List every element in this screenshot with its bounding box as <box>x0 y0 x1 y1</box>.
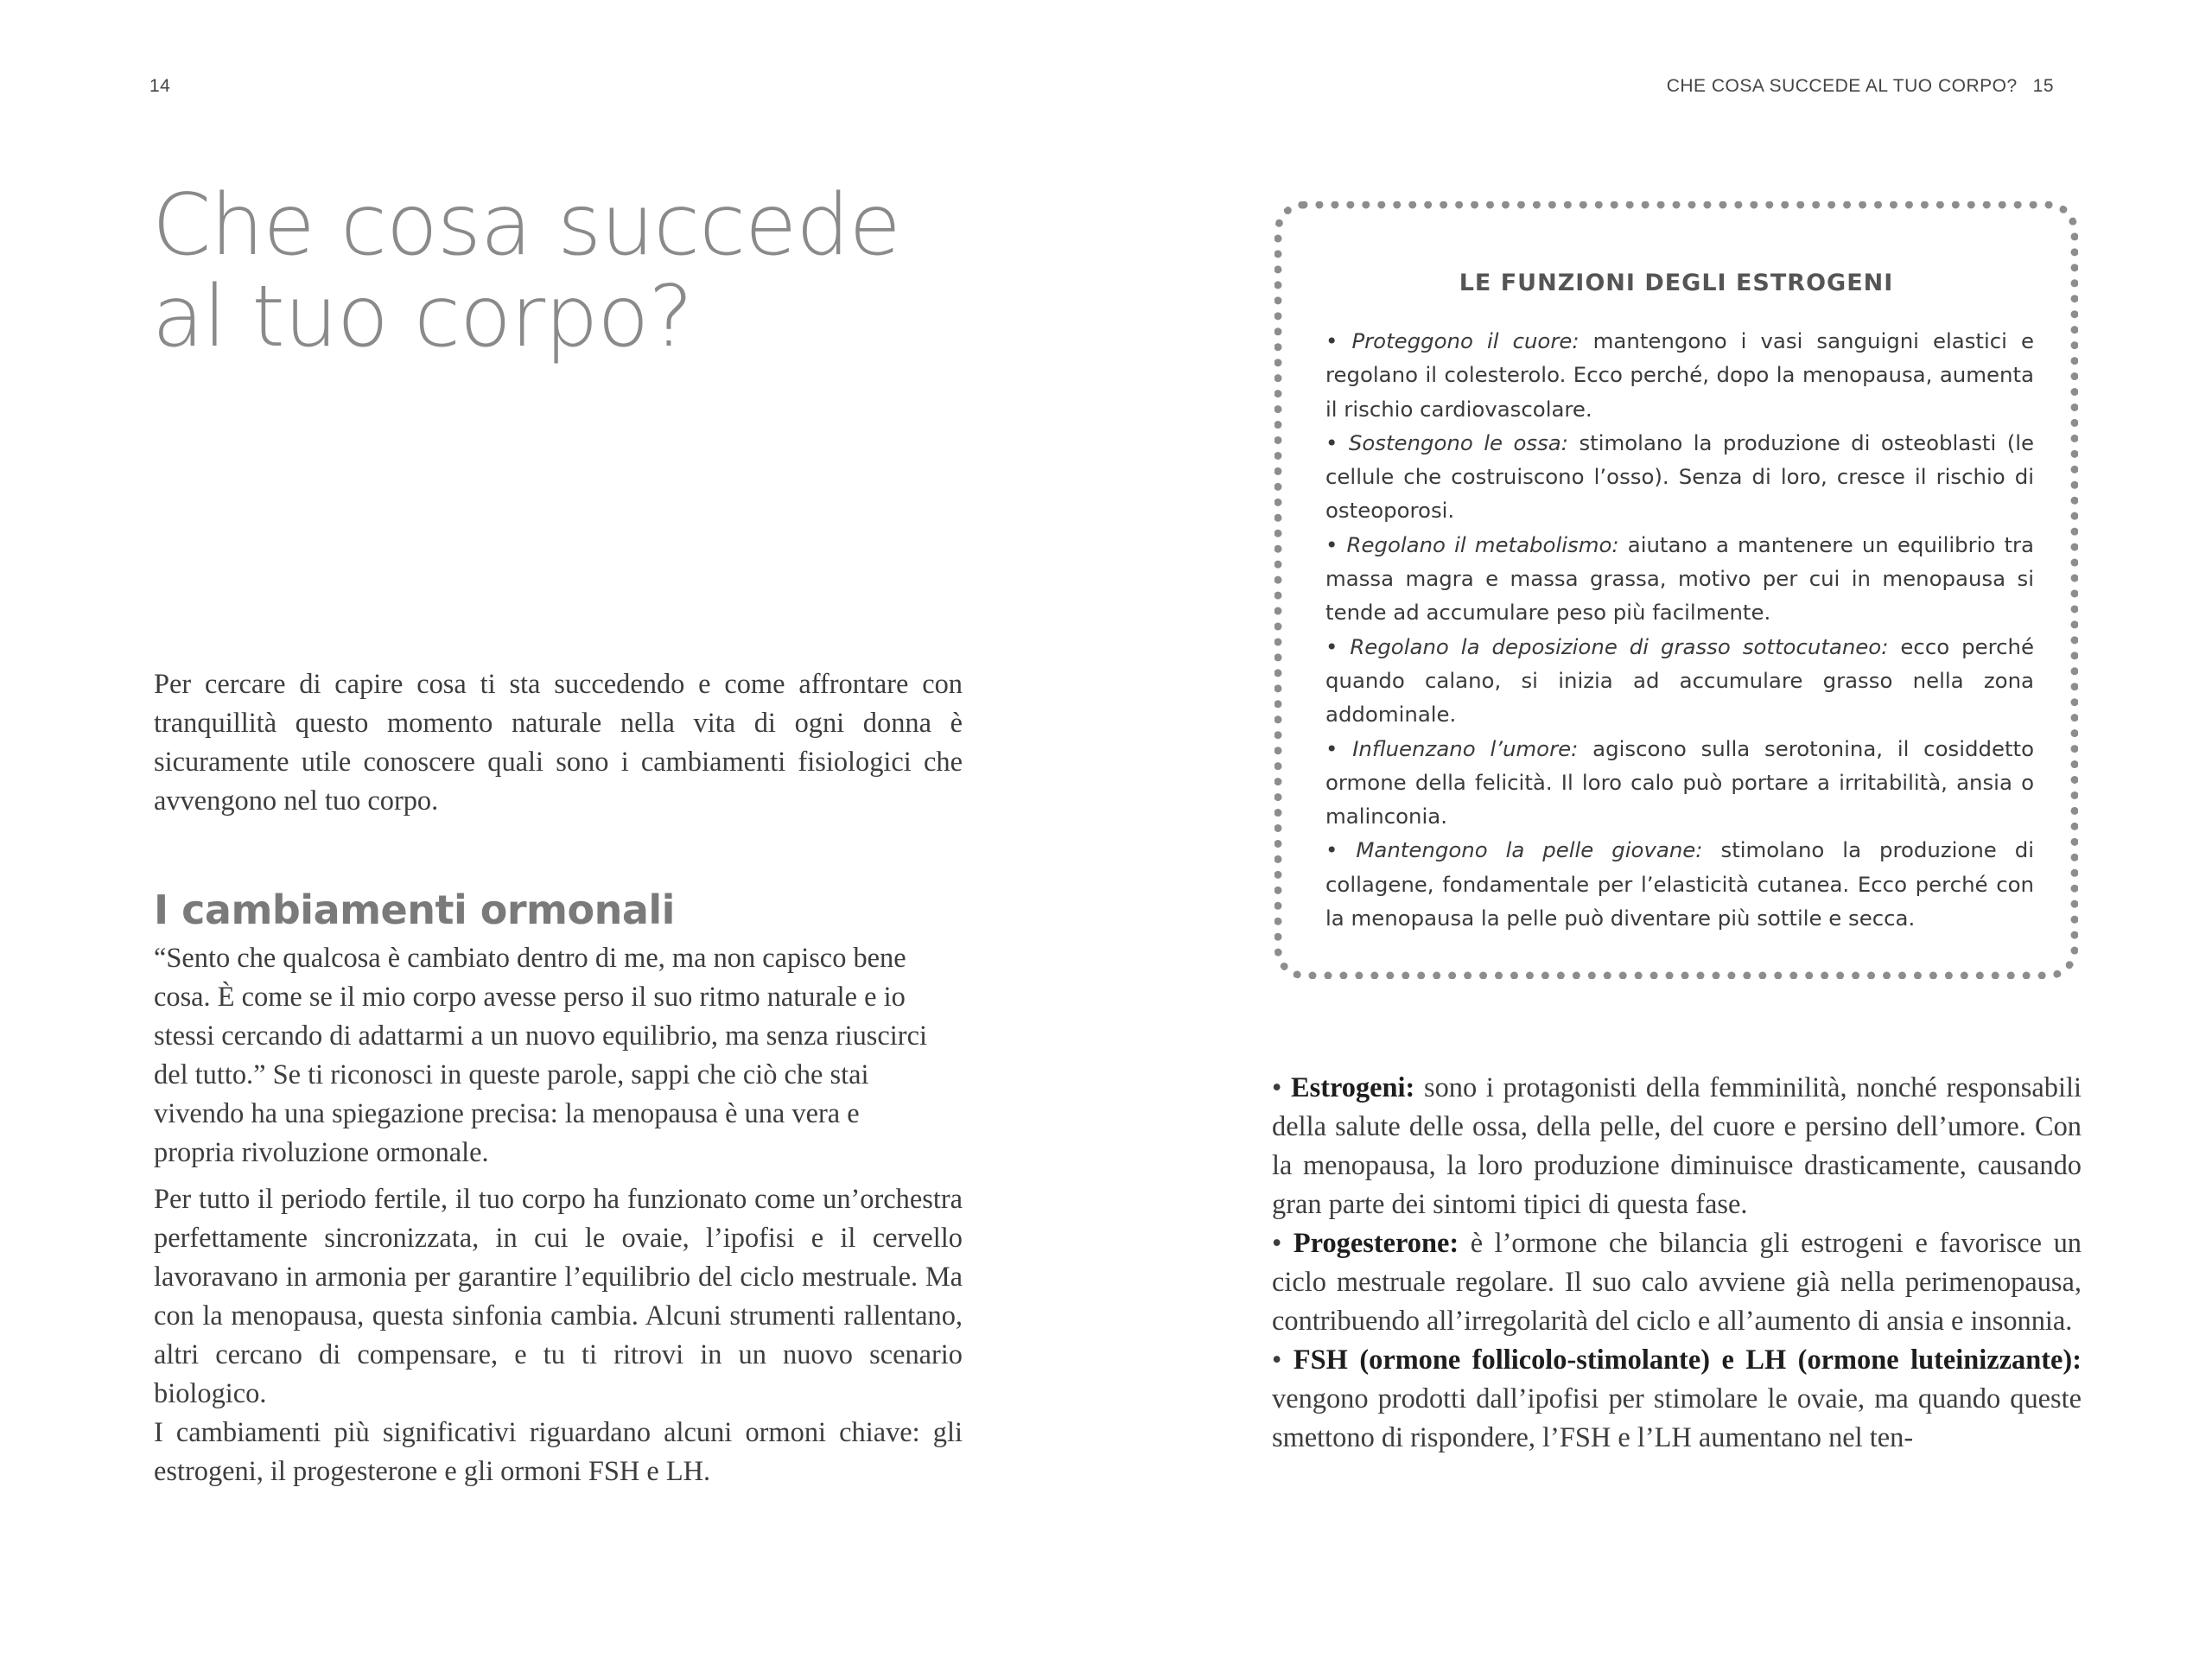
hormone-term: Estrogeni: <box>1290 1072 1415 1103</box>
page-number-right: 15 <box>2032 76 2054 96</box>
box-list-item: • Sostengono le ossa: stimolano la produzione di osteoblasti (le cellule che costruiscono l’osso). Senza di loro, cresce il rischio di osteoporosi. <box>1325 429 2035 524</box>
chapter-title-line-2: al tuo corpo? <box>152 268 693 366</box>
box-item-lead: Mantengono la pelle giovane: <box>1356 837 1703 863</box>
hormone-paragraph: • Estrogeni: sono i protagonisti della femminilità, nonché responsabili della salute delle ossa, della pelle, del cuore e persino dell’umore. Con la menopausa, la loro produzione diminuisce drasticamente, causando gran parte dei sintomi tipici di questa fase. <box>1272 1072 2082 1220</box>
hormone-text: è l’ormone che bilancia gli estrogeni e favorisce un ciclo mestruale regolare. Il suo calo avviene già nella perimenopausa, contribuendo all’irregolarità del ciclo e all’aumento di ansia e insonnia. <box>1272 1228 2082 1337</box>
box-item-lead: Influenzano l’umore: <box>1352 735 1579 761</box>
box-list-item: • Regolano il metabolismo: aiutano a mantenere un equilibrio tra massa magra e massa grassa, motivo per cui in menopausa si tende ad accumulare peso più facilmente. <box>1325 531 2035 626</box>
running-head-title: CHE COSA SUCCEDE AL TUO CORPO? <box>1666 76 2018 96</box>
body-paragraph-orchestra: Per tutto il periodo fertile, il tuo corpo ha funzionato come un’orchestra perfettamente sincronizzata, in cui le ovaie, l’ipofisi e il cervello lavoravano in armonia per garantire l’equilibrio del ciclo mestruale. Ma con la menopausa, questa sinfonia cambia. Alcuni strumenti rallentano, altri cercano di compensare, e tu ti ritrovi in un nuovo scenario biologico. <box>154 1184 963 1409</box>
box-title: LE FUNZIONI DEGLI ESTROGENI <box>1459 270 1894 296</box>
box-list-item: • Regolano la deposizione di grasso sottocutaneo: ecco perché quando calano, si inizia ad accumulare grasso nella zona addominale. <box>1325 633 2034 728</box>
chapter-title-line-1: Che cosa succede <box>152 176 900 275</box>
box-item-text: stimolano la produzione di osteoblasti (le cellule che costruiscono l’osso). Senza di loro, cresce il rischio di osteoporosi. <box>1325 429 2035 524</box>
box-item-text: mantengono i vasi sanguigni elastici e regolano il colesterolo. Ecco perché, dopo la menopausa, aumenta il rischio cardiovascolare. <box>1325 328 2034 422</box>
box-item-text: stimolano la produzione di collagene, fondamentale per l’elasticità cutanea. Ecco perché con la menopausa la pelle può diventare più sottile e secca. <box>1325 837 2034 931</box>
box-item-text: aiutano a mantenere un equilibrio tra massa magra e massa grassa, motivo per cui in menopausa si tende ad accumulare peso più facilmente. <box>1325 531 2035 626</box>
box-list-item: • Influenzano l’umore: agiscono sulla serotonina, il cosiddetto ormone della felicità. Il loro calo può portare a irritabilità, ansia o malinconia. <box>1325 735 2034 830</box>
page-number-left: 14 <box>149 76 171 96</box>
hormone-paragraph: • Progesterone: è l’ormone che bilancia gli estrogeni e favorisce un ciclo mestruale regolare. Il suo calo avviene già nella perimenopausa, contribuendo all’irregolarità del ciclo e all’aumento di ansia e insonnia. <box>1272 1228 2082 1337</box>
hormone-text: vengono prodotti dall’ipofisi per stimolare le ovaie, ma quando queste smettono di rispondere, l’FSH e l’LH aumentano nel ten- <box>1272 1383 2082 1453</box>
box-item-text: agiscono sulla serotonina, il cosiddetto ormone della felicità. Il loro calo può portare a irritabilità, ansia o malinconia. <box>1325 735 2034 830</box>
box-item-lead: Regolano il metabolismo: <box>1346 531 1619 557</box>
box-item-lead: Sostengono le ossa: <box>1348 429 1568 455</box>
chapter-title <box>152 176 930 366</box>
body-paragraph-quote: “Sento che qualcosa è cambiato dentro di me, ma non capisco bene cosa. È come se il mio corpo avesse perso il suo ritmo naturale e io stessi cercando di adattarmi a un nuovo equilibrio, ma senza riuscirci del tutto.” Se ti riconosci in queste parole, sappi che ciò che stai vivendo ha una spiegazione precisa: la menopausa è una vera e propria rivoluzione ormonale. <box>154 943 927 1168</box>
body-paragraph-key-hormones: I cambiamenti più significativi riguardano alcuni ormoni chiave: gli estrogeni, il progesterone e gli ormoni FSH e LH. <box>154 1417 963 1487</box>
running-head <box>1667 76 2054 97</box>
estrogen-functions-box <box>1274 201 2078 979</box>
left-body-text <box>154 939 963 1491</box>
box-item-text: ecco perché quando calano, si inizia ad accumulare grasso nella zona addominale. <box>1325 633 2034 728</box>
box-item-lead: Regolano la deposizione di grasso sottocutaneo: <box>1350 633 1889 659</box>
hormone-term: Progesterone: <box>1293 1228 1459 1259</box>
section-heading: I cambiamenti ormonali <box>154 887 675 933</box>
box-item-lead: Proteggono il cuore: <box>1351 328 1580 353</box>
box-list-item: • Mantengono la pelle giovane: stimolano la produzione di collagene, fondamentale per l’elasticità cutanea. Ecco perché con la menopausa la pelle può diventare più sottile e secca. <box>1325 837 2034 931</box>
hormone-paragraph: • FSH (ormone follicolo-stimolante) e LH (ormone luteinizzante): vengono prodotti dall’ipofisi per stimolare le ovaie, ma quando queste smettono di rispondere, l’FSH e l’LH aumentano nel ten- <box>1272 1344 2082 1453</box>
right-body-text <box>1272 1069 2082 1458</box>
box-list-item: • Proteggono il cuore: mantengono i vasi sanguigni elastici e regolano il colesterolo. Ecco perché, dopo la menopausa, aumenta il rischio cardiovascolare. <box>1325 328 2034 422</box>
box-list <box>1325 324 2034 935</box>
intro-paragraph: Per cercare di capire cosa ti sta succedendo e come affrontare con tranquillità questo momento naturale nella vita di ogni donna è sicuramente utile conoscere quali sono i cambiamenti fisiologici che avvengono nel tuo corpo. <box>154 669 963 817</box>
hormone-text: sono i protagonisti della femminilità, nonché responsabili della salute delle ossa, della pelle, del cuore e persino dell’umore. Con la menopausa, la loro produzione diminuisce drasticamente, causando gran parte dei sintomi tipici di questa fase. <box>1272 1072 2082 1220</box>
hormone-term: FSH (ormone follicolo-stimolante) e LH (ormone luteinizzante): <box>1293 1344 2082 1376</box>
